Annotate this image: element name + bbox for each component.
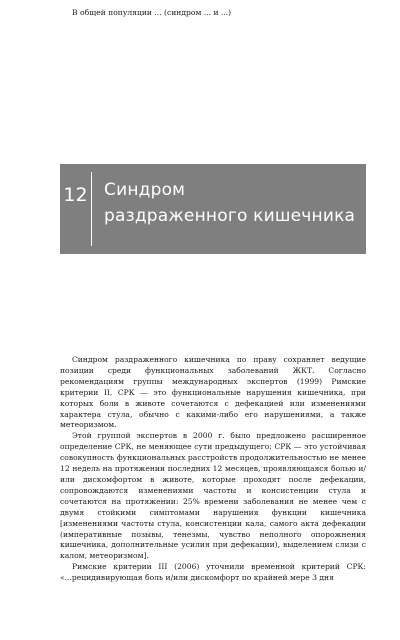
body-text [60,355,366,584]
chapter-number: 12 [60,172,92,246]
chapter-banner [60,164,366,254]
paragraph-3: Римские критерии III (2006) уточнили временной критерий СРК: «...рецидивирующая боль и/или дискомфорт по крайней мере 3 дня [60,562,366,583]
chapter-title-line-2: раздраженного кишечника [104,206,356,226]
paragraph-1: Синдром раздраженного кишечника по праву сохраняет ведущие позиции среди функциональных заболеваний ЖКТ. Согласно рекомендациям группы международных экспертов (1999) Римские критерии II, СРК — это функциональные нарушения кишечника, при которых боли в животе сочетаются с дефекацией или изменениями характера стула, обычно с какими-либо его нарушениями, а также метеоризмом. [60,355,366,430]
top-cut-text: В общей популяции ... (синдром ... и ...) [72,8,232,17]
chapter-title-line-1: Синдром [104,180,186,200]
chapter-title [104,177,355,229]
paragraph-2: Этой группой экспертов в 2000 г. было предложено расширенное определение СРК, не меняющее сути предыдущего: СРК — это устойчивая совокупность функциональных расстройств продолжительностью не менее 12 недель на протяжении последних 12 месяцев, проявляющаяся болью и/или дискомфортом в животе, которые проходят после дефекации, сопровождаются изменениями частоты и консистенции стула и сочетаются на протяжении: 25% времени заболевания не менее чем с двумя стойкими симптомами нарушения функции кишечника [изменениями частоты стула, консистенции кала, самого акта дефекации (императивные позывы, тенезмы, чувство неполного опорожнения кишечника, дополнительные усилия при дефекации), выделением слизи с калом, метеоризмом]. [60,431,366,561]
